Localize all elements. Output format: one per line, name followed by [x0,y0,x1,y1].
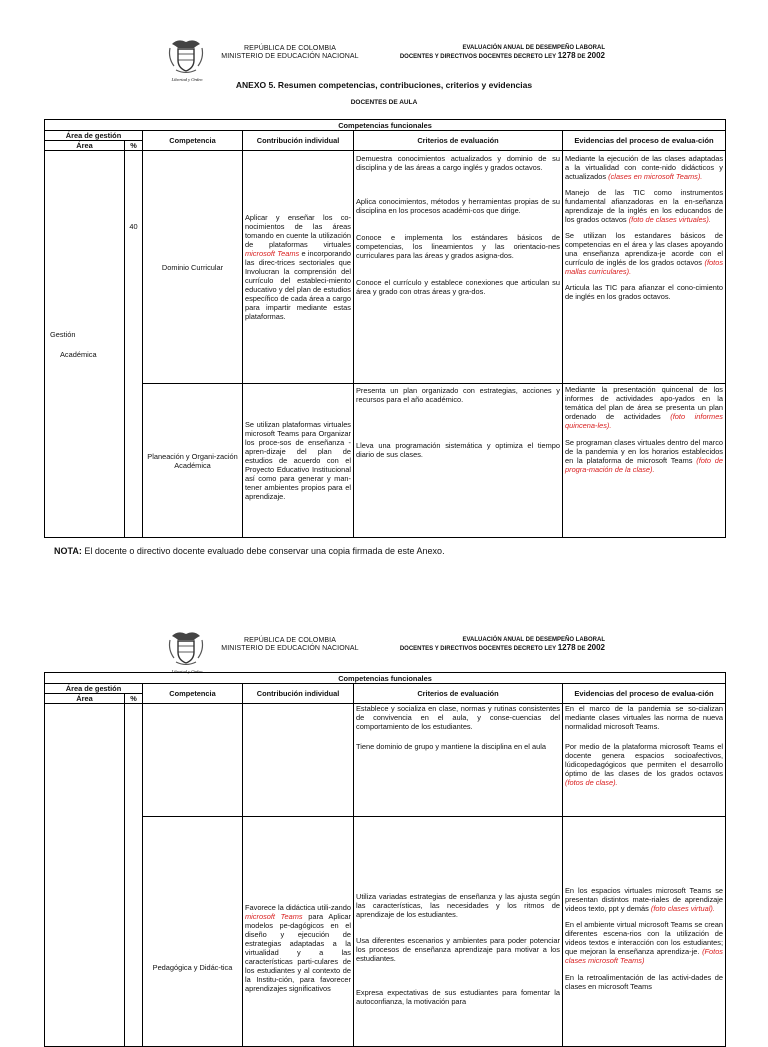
percent-cell [125,704,143,1047]
evidencias-header: Evidencias del proceso de evalua-ción [563,684,726,704]
evaluation-title [355,44,605,61]
decree-text: DOCENTES Y DIRECTIVOS DOCENTES DECRETO LEY [399,646,558,652]
percent-header: % [125,141,143,151]
table-row [45,384,726,538]
table-row [45,704,726,817]
contribucion-text: Aplicar y enseñar los co-nocimientos de las áreas tomando en cuente la utilización de plataformas virtuales [245,213,351,249]
table-row [45,817,726,1047]
evidencia-item [565,920,723,965]
percent-header: % [125,694,143,704]
evidencia-item [565,231,723,276]
decree-year: 2002 [587,51,605,60]
contribucion-cell [243,151,354,384]
contribucion-cell [243,704,354,817]
page-2 [0,580,768,1024]
contribucion-cell: Se utilizan plataformas virtuales microsoft Teams para Organizar los proce-sos de enseñanza - apren-dizaje del plan de estudios de acuerdo con el Proyecto Educativo Institucional así como para generar y man-tener ambientes propios para el aprendizaje. [243,384,354,538]
area-name-line-2: Académica [60,349,97,359]
decree-text: DOCENTES Y DIRECTIVOS DOCENTES DECRETO LEY [399,54,558,60]
evidencia-highlight: (foto de clases virtuales). [628,215,711,224]
issuer [210,45,370,61]
evidencia-highlight: (foto informes quincena-les). [565,412,724,430]
competencia-cell: Planeación y Organi-zación Académica [143,384,243,538]
evidencia-highlight: (Fotos clases microsoft Teams) [565,947,724,965]
decree-number: 1278 [557,643,576,652]
evaluation-line-2 [355,52,605,61]
competencia-cell [143,704,243,817]
decree-year: 2002 [587,643,605,652]
evaluation-line-1: EVALUACIÓN ANUAL DE DESEMPEÑO LABORAL [462,637,605,643]
contribucion-highlight: microsoft Teams [245,912,303,921]
motto: Libertad y Orden [171,77,203,82]
evaluation-title [355,636,605,653]
criterio-item: Establece y socializa en clase, normas y rutinas consistentes de convivencia en el aula, y conse-cuencias del comportamiento de los estudiantes. [356,704,560,731]
evidencia-highlight: (fotos de clase). [565,778,618,787]
evidencia-highlight: (clases en microsoft Teams). [608,172,703,181]
evidencia-item [565,188,723,224]
note-text: El docente o directivo docente evaluado debe conservar una copia firmada de este Anexo. [81,546,445,556]
evidencia-item: En el marco de la pandemia se so-cializan mediante clases virtuales las norma de nueva normalidad microsoft Teams. [565,704,724,731]
contribucion-text: Favorece la didáctica utili-zando [245,903,351,912]
competencia-cell: Dominio Curricular [143,151,243,384]
evaluation-line-2 [355,644,605,653]
table-row [45,151,726,384]
criterios-header: Criterios de evaluación [354,131,563,151]
issuer [210,637,370,653]
evidencias-cell [563,151,726,384]
criterio-item: Demuestra conocimientos actualizados y dominio de su disciplina y de las áreas a cargo inglés y grados octavos. [356,154,560,172]
competencia-header: Competencia [143,131,243,151]
ministry-name: MINISTERIO DE EDUCACIÓN NACIONAL [221,53,359,60]
area-header: Área [45,694,125,704]
competencies-table [44,119,726,538]
area-cell [45,151,125,538]
criterio-item: Expresa expectativas de sus estudiantes para fomentar la autoconfianza, la motivación para [356,988,560,1006]
criterio-item: Conoce e implementa los estándares básicos de competencias, los lineamientos y las orientacio-nes curriculares para las áreas y grados asigna-dos. [356,233,560,260]
coat-of-arms-icon [166,36,206,80]
contribucion-text-cont: para Aplicar modelos pe-dagógicos en el diseño y ejecución de estrategias adaptadas a la virtualidad y a las características parti-culares de los estudiantes y al contexto de la Institu-ción, para favorecer aprendizajes significativos [245,912,351,993]
evidencia-text: Se utilizan los estandares básicos de competencias en el área y las clases apoyando una enseñanza aprendiza-je acorde con el currículo de inglés de los grados octavos [565,231,724,267]
competencies-table [44,672,726,1047]
evidencias-cell [563,817,726,1047]
decree-of: DE [575,646,588,652]
evidencias-cell [563,384,726,538]
evidencia-text: Por medio de la plataforma microsoft Teams el docente genera espacios socioafectivos, lúdicopedagógicos que permiten el desarrollo óptimo de las clases de los grados octavos [565,742,724,778]
percent-cell [125,151,143,538]
evidencia-text: En los espacios virtuales microsoft Teams se presentan distintos mate-riales de aprendizaje videos texto, ppt y demás [565,886,724,913]
evidencia-text: Se programan clases virtuales dentro del marco de la pandemia y en los horarios establecidos en la plataforma de microsoft Teams [565,438,724,465]
evidencia-item: Articula las TIC para afianzar el cono-cimiento de inglés en los grados octavos. [565,283,724,301]
evidencia-highlight: (foto de progra-mación de la clase). [565,456,724,474]
evidencia-highlight: (fotos mallas curriculares). [565,258,724,276]
evidencia-item [565,385,723,430]
area-gestion-header: Área de gestión [45,131,143,141]
evidencia-text: En el ambiente virtual microsoft Teams se crean diferentes escena-rios con la utilización de videos textos e interacción con los estudiantes; que mejoran la enseñanza aprendiza-je. [565,920,724,956]
criterios-cell [354,704,563,817]
page-header [0,36,768,80]
competencia-header: Competencia [143,684,243,704]
ministry-name: MINISTERIO DE EDUCACIÓN NACIONAL [221,645,359,652]
criterios-cell [354,151,563,384]
criterios-header: Criterios de evaluación [354,684,563,704]
contribucion-header: Contribución individual [243,131,354,151]
decree-of: DE [575,54,588,60]
criterio-item: Tiene dominio de grupo y mantiene la disciplina en el aula [356,742,546,751]
evaluation-line-1: EVALUACIÓN ANUAL DE DESEMPEÑO LABORAL [462,45,605,51]
motto: Libertad y Orden [171,669,203,674]
competencia-cell: Pedagógica y Didác-tica [143,817,243,1047]
evidencia-item [565,154,723,181]
evidencia-text: Mediante la presentación quincenal de los informes de actividades apo-yados en la temática del plan de área se presenta un plan ordenado de actividades [565,385,724,421]
table-caption-row [45,120,726,131]
criterio-item: Utiliza variadas estrategias de enseñanza y las ajusta según las características, las necesidades y los ritmos de aprendizaje de los estudiantes. [356,892,560,919]
evidencia-item: En la retroalimentación de las activi-dades de clases en microsoft Teams [565,973,724,991]
evidencias-header: Evidencias del proceso de evalua-ción [563,131,726,151]
evidencia-text: Manejo de las TIC como instrumentos fundamental afianzadoras en la en-señanza aprendizaje de la inglés en los educandos de los grados octavos [565,188,724,224]
criterio-item: Lleva una programación sistemática y optimiza el tiempo diario de sus clases. [356,441,560,459]
evidencia-item [565,438,723,474]
evidencia-text: Mediante la ejecución de las clases adaptadas a la virtualidad con conte-nido didácticos y actualizados [565,154,724,181]
evidencia-item [565,886,723,913]
contribucion-cell [243,817,354,1047]
criterios-cell [354,384,563,538]
table-caption: Competencias funcionales [45,673,726,684]
criterio-item: Presenta un plan organizado con estrategias, acciones y recursos para el año académico. [356,386,560,404]
criterio-item: Conoce el currículo y establece conexiones que articulan su área y grado con otras áreas y gra-dos. [356,278,560,296]
republic-name: REPÚBLICA DE COLOMBIA [244,637,336,644]
contribucion-highlight: microsoft Teams [245,249,300,258]
evidencias-cell [563,704,726,817]
table-caption-row [45,673,726,684]
area-header: Área [45,141,125,151]
area-name-line-1: Gestión [50,329,76,339]
area-cell [45,704,125,1047]
evidencia-item [565,742,723,787]
note [54,546,445,556]
table-caption: Competencias funcionales [45,120,726,131]
table-header-row [45,131,726,141]
area-gestion-header: Área de gestión [45,684,143,694]
note-label: NOTA: [54,546,82,556]
coat-of-arms-icon [166,628,206,672]
contribucion-header: Contribución individual [243,684,354,704]
contribucion-text-cont: e incorporando las direc-trices sectoriales que Involucran la comprensión del currículo del estableci-miento educativo y del plan de estudios específico de cada área a cargo para impartir mediante estas plataformas. [245,249,351,321]
criterios-cell [354,817,563,1047]
evidencia-highlight: (foto clases virtual). [650,904,715,913]
document-subtitle: DOCENTES DE AULA [350,99,418,106]
percent-value: 40 [129,221,138,231]
table-header-row [45,684,726,694]
decree-number: 1278 [557,51,576,60]
criterio-item: Aplica conocimientos, métodos y herramientas propias de su disciplina en los procesos académi-cos que dirige. [356,197,560,215]
republic-name: REPÚBLICA DE COLOMBIA [244,45,336,52]
page-header [0,628,768,672]
anexo-title: ANEXO 5. Resumen competencias, contribuciones, criterios y evidencias [235,80,533,90]
criterio-item: Usa diferentes escenarios y ambientes para poder potenciar los procesos de enseñanza aprendizaje para motivar a los estudiantes. [356,936,560,963]
